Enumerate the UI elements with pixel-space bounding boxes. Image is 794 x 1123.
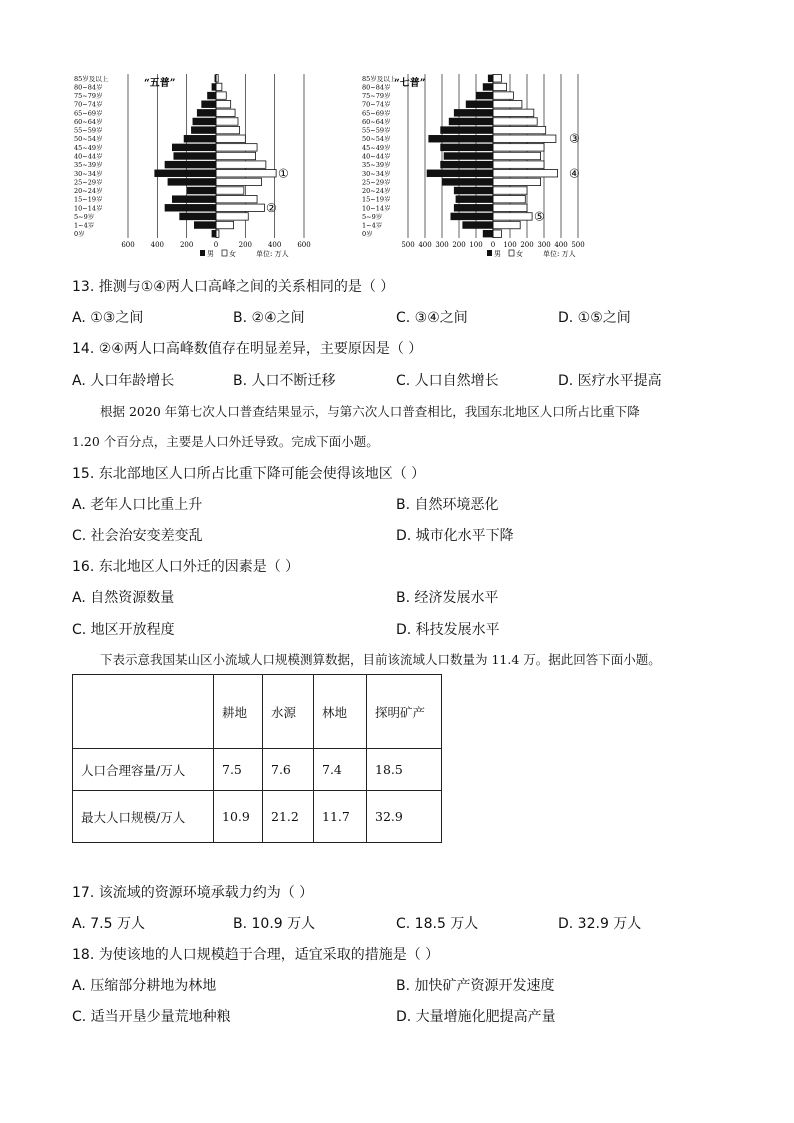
male-bar bbox=[193, 118, 216, 125]
axis-tick-label: 400 bbox=[418, 241, 432, 249]
male-bar bbox=[184, 135, 216, 142]
age-group-label: 55~59岁 bbox=[74, 126, 103, 135]
peak-marker: ③ bbox=[569, 131, 580, 146]
male-bar bbox=[444, 152, 493, 159]
male-bar bbox=[488, 75, 493, 82]
male-bar bbox=[168, 178, 216, 185]
question-16-option-b[interactable]: B. 经济发展水平 bbox=[396, 590, 499, 606]
female-bar bbox=[216, 100, 231, 107]
age-group-label: 80~84岁 bbox=[362, 83, 391, 92]
female-bar bbox=[493, 195, 525, 202]
age-group-label: 75~79岁 bbox=[362, 92, 391, 101]
axis-tick-label: 400 bbox=[267, 241, 282, 249]
female-bar bbox=[493, 187, 527, 194]
female-bar bbox=[493, 170, 558, 177]
question-13-option-b[interactable]: B. ②④之间 bbox=[233, 310, 305, 326]
question-15-option-a[interactable]: A. 老年人口比重上升 bbox=[72, 497, 203, 513]
axis-tick-label: 100 bbox=[503, 241, 517, 249]
unit-label: 单位: 万人 bbox=[543, 250, 576, 258]
question-16-option-a[interactable]: A. 自然资源数量 bbox=[72, 590, 175, 606]
female-bar bbox=[216, 92, 226, 99]
female-bar bbox=[493, 109, 534, 116]
male-bar bbox=[442, 178, 493, 185]
female-bar bbox=[216, 109, 235, 116]
question-15-option-d[interactable]: D. 城市化水平下降 bbox=[396, 528, 514, 544]
male-bar bbox=[201, 100, 216, 107]
axis-tick-label: 0 bbox=[490, 241, 496, 249]
question-17-option-c[interactable]: C. 18.5 万人 bbox=[396, 916, 479, 932]
female-bar bbox=[216, 213, 248, 220]
female-bar bbox=[216, 152, 256, 159]
question-14-stem: 14. ②④两人口高峰数值存在明显差异，主要原因是（ ） bbox=[72, 341, 423, 357]
female-bar bbox=[216, 135, 245, 142]
question-13-option-a[interactable]: A. ①③之间 bbox=[72, 310, 144, 326]
female-bar bbox=[493, 213, 532, 220]
male-bar bbox=[172, 195, 216, 202]
male-bar bbox=[207, 92, 216, 99]
age-group-label: 20~24岁 bbox=[74, 187, 103, 196]
age-group-label: 50~54岁 bbox=[362, 135, 391, 144]
age-group-label: 85岁及以上 bbox=[362, 74, 397, 83]
female-bar bbox=[493, 161, 544, 168]
question-14-option-d[interactable]: D. 医疗水平提高 bbox=[558, 373, 662, 389]
legend-female-swatch bbox=[509, 250, 514, 256]
age-group-label: 45~49岁 bbox=[74, 143, 103, 152]
legend-male-swatch bbox=[200, 250, 205, 256]
question-18-option-a[interactable]: A. 压缩部分耕地为林地 bbox=[72, 978, 217, 994]
age-group-label: 15~19岁 bbox=[74, 195, 103, 204]
question-13-option-d[interactable]: D. ①⑤之间 bbox=[558, 310, 631, 326]
table-cell: 10.9 bbox=[214, 791, 263, 843]
table-header-row bbox=[73, 675, 442, 749]
question-16-option-c[interactable]: C. 地区开放程度 bbox=[72, 622, 175, 638]
table-cell: 7.5 bbox=[214, 749, 263, 791]
age-group-label: 70~74岁 bbox=[362, 100, 391, 109]
axis-tick-label: 600 bbox=[121, 241, 135, 249]
female-bar bbox=[216, 118, 238, 125]
male-bar bbox=[440, 126, 493, 133]
female-bar bbox=[216, 170, 276, 177]
age-group-label: 70~74岁 bbox=[74, 100, 103, 109]
age-group-label: 60~64岁 bbox=[362, 117, 391, 126]
table-header-cell: 林地 bbox=[314, 675, 367, 749]
male-bar bbox=[483, 83, 493, 90]
male-bar bbox=[449, 118, 493, 125]
question-13-stem: 13. 推测与①④两人口高峰之间的关系相同的是（ ） bbox=[72, 279, 395, 295]
male-bar bbox=[197, 109, 216, 116]
age-group-label: 80~84岁 bbox=[74, 83, 103, 92]
age-group-label: 50~54岁 bbox=[74, 135, 103, 144]
question-18-option-c[interactable]: C. 适当开垦少量荒地种粮 bbox=[72, 1009, 231, 1025]
table-cell: 32.9 bbox=[367, 791, 442, 843]
legend-female-label: 女 bbox=[516, 250, 523, 258]
female-bar bbox=[216, 144, 257, 151]
age-group-label: 1~4岁 bbox=[74, 221, 95, 230]
age-group-label: 0岁 bbox=[362, 230, 373, 239]
female-bar bbox=[216, 161, 266, 168]
table-row bbox=[73, 791, 442, 843]
legend-female-swatch bbox=[222, 250, 227, 256]
male-bar bbox=[440, 144, 493, 151]
table-cell: 21.2 bbox=[263, 791, 314, 843]
female-bar bbox=[493, 144, 544, 151]
axis-tick-label: 300 bbox=[537, 241, 551, 249]
female-bar bbox=[493, 126, 546, 133]
chart-title: “五普” bbox=[144, 78, 176, 89]
male-bar bbox=[172, 144, 216, 151]
male-bar bbox=[454, 204, 493, 211]
female-bar bbox=[493, 221, 520, 228]
age-group-label: 5~9岁 bbox=[74, 212, 95, 221]
female-bar bbox=[493, 152, 541, 159]
male-bar bbox=[194, 221, 216, 228]
question-18-stem: 18. 为使该地的人口规模趋于合理，适宜采取的措施是（ ） bbox=[72, 947, 440, 963]
table-cell: 7.4 bbox=[314, 749, 367, 791]
axis-tick-label: 500 bbox=[571, 241, 585, 249]
female-bar bbox=[493, 230, 502, 237]
question-14-option-c[interactable]: C. 人口自然增长 bbox=[396, 373, 499, 389]
axis-tick-label: 200 bbox=[452, 241, 466, 249]
female-bar bbox=[216, 195, 257, 202]
male-bar bbox=[212, 230, 216, 237]
age-group-label: 35~39岁 bbox=[74, 161, 103, 170]
population-pyramid-fifth-census bbox=[72, 68, 322, 263]
question-17-stem: 17. 该流域的资源环境承载力约为（ ） bbox=[72, 885, 314, 901]
male-bar bbox=[187, 187, 216, 194]
age-group-label: 5~9岁 bbox=[362, 212, 383, 221]
age-group-label: 55~59岁 bbox=[362, 126, 391, 135]
age-group-label: 20~24岁 bbox=[362, 187, 391, 196]
peak-marker: ① bbox=[278, 166, 289, 181]
female-bar bbox=[216, 178, 261, 185]
male-bar bbox=[466, 100, 493, 107]
legend-male-swatch bbox=[487, 250, 492, 256]
male-bar bbox=[454, 109, 493, 116]
unit-label: 单位: 万人 bbox=[256, 250, 289, 258]
axis-tick-label: 100 bbox=[469, 241, 483, 249]
question-16-option-d[interactable]: D. 科技发展水平 bbox=[396, 622, 500, 638]
axis-tick-label: 200 bbox=[238, 241, 253, 249]
male-bar bbox=[454, 187, 493, 194]
legend-male-label: 男 bbox=[494, 250, 501, 258]
axis-tick-label: 300 bbox=[435, 241, 449, 249]
table-header-cell bbox=[73, 675, 214, 749]
male-bar bbox=[462, 221, 493, 228]
legend-male-label: 男 bbox=[207, 250, 214, 258]
question-18-option-d[interactable]: D. 大量增施化肥提高产量 bbox=[396, 1009, 556, 1025]
male-bar bbox=[427, 170, 493, 177]
axis-tick-label: 500 bbox=[401, 241, 415, 249]
table-header-cell: 水源 bbox=[263, 675, 314, 749]
table-cell: 7.6 bbox=[263, 749, 314, 791]
table-header-cell: 耕地 bbox=[214, 675, 263, 749]
age-group-label: 30~34岁 bbox=[74, 169, 103, 178]
age-group-label: 25~29岁 bbox=[74, 178, 103, 187]
question-15-stem: 15. 东北部地区人口所占比重下降可能会使得该地区（ ） bbox=[72, 466, 426, 482]
question-14-option-a[interactable]: A. 人口年龄增长 bbox=[72, 373, 175, 389]
female-bar bbox=[216, 221, 234, 228]
question-17-option-b[interactable]: B. 10.9 万人 bbox=[233, 916, 316, 932]
axis-tick-label: 400 bbox=[150, 241, 165, 249]
question-17-option-a[interactable]: A. 7.5 万人 bbox=[72, 916, 145, 932]
age-group-label: 40~44岁 bbox=[362, 152, 391, 161]
male-bar bbox=[212, 83, 216, 90]
table-cell: 11.7 bbox=[314, 791, 367, 843]
female-bar bbox=[493, 83, 507, 90]
age-group-label: 35~39岁 bbox=[362, 161, 391, 170]
female-bar bbox=[493, 75, 502, 82]
table-header-cell: 探明矿产 bbox=[367, 675, 442, 749]
male-bar bbox=[451, 213, 494, 220]
question-16-stem: 16. 东北地区人口外迁的因素是（ ） bbox=[72, 559, 300, 575]
age-group-label: 15~19岁 bbox=[362, 195, 391, 204]
peak-marker: ⑤ bbox=[534, 209, 545, 224]
axis-tick-label: 200 bbox=[179, 241, 194, 249]
female-bar bbox=[493, 100, 522, 107]
female-bar bbox=[216, 187, 244, 194]
male-bar bbox=[440, 161, 493, 168]
female-bar bbox=[493, 204, 527, 211]
male-bar bbox=[173, 152, 216, 159]
male-bar bbox=[456, 195, 493, 202]
male-bar bbox=[428, 135, 493, 142]
male-bar bbox=[191, 126, 216, 133]
age-group-label: 85岁及以上 bbox=[74, 74, 109, 83]
intro-paragraph-line-1: 根据 2020 年第七次人口普查结果显示，与第六次人口普查相比，我国东北地区人口所占比重下降 bbox=[100, 404, 640, 419]
question-15-option-c[interactable]: C. 社会治安变差变乱 bbox=[72, 528, 203, 544]
female-bar bbox=[493, 178, 541, 185]
age-group-label: 65~69岁 bbox=[362, 109, 391, 118]
age-group-label: 60~64岁 bbox=[74, 117, 103, 126]
legend-female-label: 女 bbox=[229, 250, 236, 258]
axis-tick-label: 400 bbox=[554, 241, 568, 249]
age-group-label: 75~79岁 bbox=[74, 92, 103, 101]
age-group-label: 45~49岁 bbox=[362, 143, 391, 152]
male-bar bbox=[483, 230, 493, 237]
female-bar bbox=[493, 92, 513, 99]
age-group-label: 30~34岁 bbox=[362, 169, 391, 178]
table-row bbox=[73, 749, 442, 791]
axis-tick-label: 600 bbox=[297, 241, 311, 249]
peak-marker: ④ bbox=[569, 166, 580, 181]
female-bar bbox=[493, 118, 537, 125]
age-group-label: 40~44岁 bbox=[74, 152, 103, 161]
population-pyramid-seventh-census bbox=[360, 68, 605, 263]
question-18-option-b[interactable]: B. 加快矿产资源开发速度 bbox=[396, 978, 555, 994]
population-capacity-table bbox=[72, 674, 442, 843]
female-bar bbox=[216, 83, 222, 90]
question-14-option-b[interactable]: B. 人口不断迁移 bbox=[233, 373, 336, 389]
female-bar bbox=[216, 204, 264, 211]
male-bar bbox=[165, 204, 216, 211]
axis-tick-label: 200 bbox=[520, 241, 534, 249]
age-group-label: 10~14岁 bbox=[74, 204, 103, 213]
male-bar bbox=[476, 92, 493, 99]
question-17-option-d[interactable]: D. 32.9 万人 bbox=[558, 916, 642, 932]
male-bar bbox=[165, 161, 216, 168]
axis-tick-label: 0 bbox=[213, 241, 219, 249]
male-bar bbox=[154, 170, 216, 177]
question-13-option-c[interactable]: C. ③④之间 bbox=[396, 310, 468, 326]
table-cell: 最大人口规模/万人 bbox=[73, 791, 214, 843]
age-group-label: 10~14岁 bbox=[362, 204, 391, 213]
age-group-label: 25~29岁 bbox=[362, 178, 391, 187]
peak-marker: ② bbox=[266, 200, 277, 215]
table-cell: 18.5 bbox=[367, 749, 442, 791]
female-bar bbox=[493, 135, 556, 142]
question-15-option-b[interactable]: B. 自然环境恶化 bbox=[396, 497, 499, 513]
male-bar bbox=[179, 213, 216, 220]
age-group-label: 65~69岁 bbox=[74, 109, 103, 118]
table-intro-paragraph: 下表示意我国某山区小流域人口规模测算数据，目前该流域人口数量为 11.4 万。据此回答下面小题。 bbox=[100, 652, 661, 667]
female-bar bbox=[216, 126, 239, 133]
table-cell: 人口合理容量/万人 bbox=[73, 749, 214, 791]
intro-paragraph-line-2: 1.20 个百分点，主要是人口外迁导致。完成下面小题。 bbox=[72, 434, 379, 449]
chart-title: “七普” bbox=[394, 78, 426, 89]
age-group-label: 1~4岁 bbox=[362, 221, 383, 230]
age-group-label: 0岁 bbox=[74, 230, 85, 239]
